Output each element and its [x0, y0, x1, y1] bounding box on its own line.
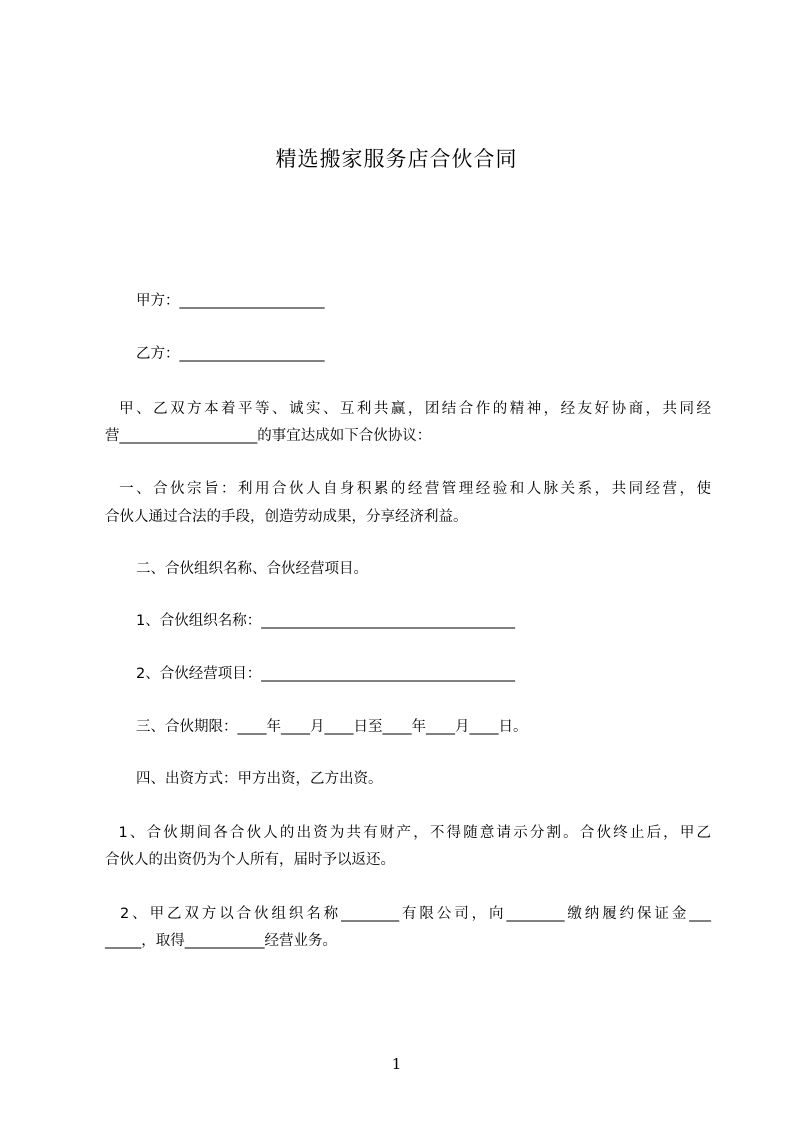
clause-1-line-1: 一、合伙宗旨：利用合伙人自身积累的经营管理经验和人脉关系，共同经营，使	[105, 481, 711, 497]
party-b-line: 乙方：____________________	[136, 346, 325, 362]
clause-2-heading: 二、合伙组织名称、合伙经营项目。	[136, 561, 368, 577]
contribution-2-line-1: 2、甲乙双方以合伙组织名称________有限公司，向________缴纳履约保证金___	[105, 906, 711, 922]
contribution-2-line-2: _____，取得___________经营业务。	[105, 933, 337, 949]
party-a-line: 甲方：____________________	[136, 293, 325, 309]
contribution-1-line-2: 合伙人的出资仍为个人所有，届时予以返还。	[105, 852, 395, 868]
contribution-1-line-1: 1、合伙期间各合伙人的出资为共有财产，不得随意请示分割。合伙终止后，甲乙	[105, 825, 711, 841]
org-name-line: 1、合伙组织名称：___________________________________	[136, 613, 515, 629]
preamble-line-2: 营___________________的事宜达成如下合伙协议：	[105, 428, 432, 444]
page-number: 1	[391, 1055, 402, 1073]
clause-1-line-2: 合伙人通过合法的手段，创造劳动成果，分享经济利益。	[105, 509, 468, 525]
term-line: 三、合伙期限：____年____月____日至____年____月____日。	[136, 719, 528, 735]
business-items-line: 2、合伙经营项目：___________________________________	[136, 666, 515, 682]
document-title: 精选搬家服务店合伙合同	[275, 147, 518, 171]
preamble-line-1: 甲、乙双方本着平等、诚实、互利共赢，团结合作的精神，经友好协商，共同经	[105, 401, 711, 417]
contribution-heading: 四、出资方式：甲方出资，乙方出资。	[136, 771, 383, 787]
